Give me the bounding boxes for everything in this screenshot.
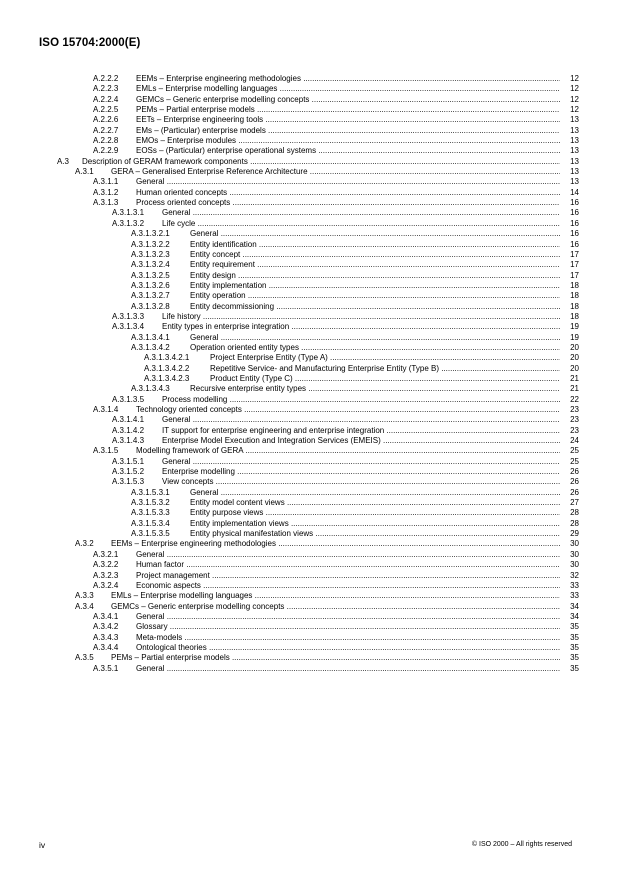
toc-entry-number: A.3.1.3.4.3: [131, 384, 170, 394]
toc-entry-page: 33: [561, 581, 579, 591]
toc-entry-title: Life cycle .....: [162, 219, 560, 229]
toc-entry-number: A.3.1.3.2.1: [131, 229, 170, 239]
toc-entry-title: General .....: [162, 457, 560, 467]
toc-entry-title: EMLs – Enterprise modelling languages .....: [136, 84, 560, 94]
toc-entry[interactable]: [0, 84, 619, 94]
toc-entry-title: General .....: [162, 208, 560, 218]
toc-entry-page: 16: [561, 229, 579, 239]
toc-entry-title: EMs – (Particular) enterprise models .....: [136, 126, 560, 136]
toc-entry-title: Entity decommissioning .....: [190, 302, 560, 312]
toc-entry-number: A.3.1.3.2: [112, 218, 145, 228]
toc-entry[interactable]: [0, 167, 619, 177]
toc-entry-title: IT support for enterprise engineering and enterprise integration .....: [162, 426, 560, 436]
toc-entry-page: 16: [561, 219, 579, 229]
toc-entry-title: GERA – Generalised Enterprise Reference Architecture .....: [111, 167, 560, 177]
toc-entry-title: Product Entity (Type C) .....: [210, 374, 560, 384]
toc-entry[interactable]: [0, 136, 619, 146]
toc-entry-title: General .....: [190, 488, 560, 498]
toc-entry-page: 32: [561, 571, 579, 581]
toc-entry-title: Description of GERAM framework components .....: [82, 157, 560, 167]
toc-entry[interactable]: [0, 529, 619, 539]
toc-entry-title: Modelling framework of GERA .....: [136, 446, 560, 456]
toc-entry-number: A.3.1.4: [93, 405, 119, 414]
toc-entry-number: A.3.1.5.3.5: [131, 529, 170, 539]
toc-entry-number: A.3.4.1: [93, 611, 119, 621]
toc-entry-page: 28: [561, 508, 579, 518]
toc-entry-title: Entity requirement .....: [190, 260, 560, 270]
toc-entry-number: A.3.1.3.4.2.2: [144, 363, 190, 373]
toc-entry-title: General .....: [190, 229, 560, 239]
toc-entry-page: 30: [561, 560, 579, 570]
toc-entry-page: 25: [561, 457, 579, 467]
toc-entry-title: General .....: [136, 550, 560, 560]
toc-entry-page: 35: [561, 633, 579, 643]
toc-entry-number: A.3.2.1: [93, 549, 119, 559]
toc-entry-page: 21: [561, 384, 579, 394]
toc-entry-page: 23: [561, 426, 579, 436]
toc-entry-number: A.3.1.5.3.2: [131, 498, 170, 508]
toc-entry[interactable]: [0, 281, 619, 291]
toc-entry-page: 23: [561, 405, 579, 415]
toc-entry-page: 28: [561, 519, 579, 529]
toc-entry-number: A.3.1.5.1: [112, 456, 145, 466]
toc-entry-page: 19: [561, 322, 579, 332]
toc-entry-page: 24: [561, 436, 579, 446]
toc-entry-page: 12: [561, 84, 579, 94]
toc-entry-page: 12: [561, 74, 579, 84]
toc-entry[interactable]: [0, 426, 619, 436]
toc-entry-number: A.2.2.8: [93, 136, 119, 146]
toc-entry-number: A.3.1.3: [93, 198, 119, 208]
toc-entry-page: 13: [561, 126, 579, 136]
toc-entry-number: A.3.4: [75, 601, 94, 611]
toc-entry-title: Project management .....: [136, 571, 560, 581]
toc-entry-title: General .....: [190, 333, 560, 343]
toc-entry-page: 18: [561, 302, 579, 312]
toc-entry-title: Glossary .....: [136, 622, 560, 632]
toc-entry-page: 13: [561, 177, 579, 187]
toc-entry[interactable]: [0, 271, 619, 281]
toc-entry-title: Ontological theories .....: [136, 643, 560, 653]
toc-entry-title: Repetitive Service- and Manufacturing Enterprise Entity (Type B) .....: [210, 364, 560, 374]
toc-entry[interactable]: [0, 312, 619, 322]
toc-entry[interactable]: [0, 374, 619, 384]
toc-entry-number: A.2.2.7: [93, 125, 119, 135]
toc-entry[interactable]: [0, 633, 619, 643]
toc-entry[interactable]: [0, 415, 619, 425]
toc-entry-title: Project Enterprise Entity (Type A) .....: [210, 353, 560, 363]
toc-entry-title: Entity implementation views .....: [190, 519, 560, 529]
toc-entry-number: A.3.1.3.4.2.1: [144, 353, 190, 363]
toc-entry[interactable]: [0, 126, 619, 136]
toc-entry-number: A.3.1.2: [93, 187, 119, 197]
toc-entry[interactable]: [0, 612, 619, 622]
toc-entry-title: Entity design .....: [190, 271, 560, 281]
toc-entry-number: A.2.2.6: [93, 115, 119, 125]
toc-entry-number: A.2.2.3: [93, 84, 119, 94]
toc-entry-page: 12: [561, 105, 579, 115]
toc-entry-number: A.3.1.1: [93, 177, 119, 187]
toc-entry[interactable]: [0, 653, 619, 663]
toc-entry-page: 19: [561, 333, 579, 343]
toc-entry-number: A.3.1.3.3: [112, 311, 145, 321]
toc-entry-title: General .....: [136, 664, 560, 674]
toc-entry-number: A.3.1.3.5: [112, 394, 145, 404]
toc-entry[interactable]: [0, 519, 619, 529]
toc-entry-page: 30: [561, 539, 579, 549]
toc-entry[interactable]: [0, 539, 619, 549]
toc-entry-title: Enterprise Model Execution and Integration Services (EMEIS) .....: [162, 436, 560, 446]
toc-entry-title: Recursive enterprise entity types .....: [190, 384, 560, 394]
toc-entry-page: 35: [561, 643, 579, 653]
toc-entry[interactable]: [0, 405, 619, 415]
toc-entry-title: Process modelling .....: [162, 395, 560, 405]
toc-entry-page: 13: [561, 136, 579, 146]
toc-entry[interactable]: [0, 467, 619, 477]
toc-entry-number: A.3.2: [75, 539, 94, 549]
toc-entry-page: 20: [561, 353, 579, 363]
toc-entry-number: A.3.1.5.2: [112, 467, 145, 477]
toc-entry-number: A.3.1.5.3.4: [131, 518, 170, 528]
toc-entry[interactable]: [0, 291, 619, 301]
toc-entry-title: Technology oriented concepts .....: [136, 405, 560, 415]
toc-entry-number: A.3.1.3.2.6: [131, 280, 170, 290]
toc-entry-title: Entity physical manifestation views .....: [190, 529, 560, 539]
toc-entry-title: Enterprise modelling .....: [162, 467, 560, 477]
toc-entry[interactable]: [0, 250, 619, 260]
toc-entry-page: 26: [561, 488, 579, 498]
toc-entry-page: 18: [561, 312, 579, 322]
toc-entry-title: Meta-models .....: [136, 633, 560, 643]
toc-entry[interactable]: [0, 157, 619, 167]
toc-entry-page: 20: [561, 364, 579, 374]
toc-entry-number: A.3.2.2: [93, 560, 119, 570]
toc-entry-number: A.3.1.3.2.5: [131, 270, 170, 280]
toc-entry-title: EMLs – Enterprise modelling languages .....: [111, 591, 560, 601]
toc-entry[interactable]: [0, 436, 619, 446]
toc-entry[interactable]: [0, 208, 619, 218]
toc-entry-title: EMOs – Enterprise modules .....: [136, 136, 560, 146]
toc-entry[interactable]: [0, 488, 619, 498]
toc-entry-page: 13: [561, 146, 579, 156]
toc-entry[interactable]: [0, 498, 619, 508]
toc-entry-title: PEMs – Partial enterprise models .....: [111, 653, 560, 663]
toc-entry-page: 23: [561, 415, 579, 425]
toc-entry-title: General .....: [162, 415, 560, 425]
toc-entry-page: 13: [561, 157, 579, 167]
toc-entry[interactable]: [0, 581, 619, 591]
toc-entry-number: A.3.1.3.4: [112, 322, 145, 332]
toc-entry-title: General .....: [136, 612, 560, 622]
toc-entry[interactable]: [0, 664, 619, 674]
toc-entry-title: Human oriented concepts .....: [136, 188, 560, 198]
toc-entry-page: 13: [561, 115, 579, 125]
toc-entry[interactable]: [0, 571, 619, 581]
toc-entry-page: 35: [561, 622, 579, 632]
toc-entry-number: A.3.1.3.4.2.3: [144, 373, 190, 383]
toc-entry-page: 16: [561, 198, 579, 208]
toc-entry[interactable]: [0, 343, 619, 353]
toc-entry-number: A.3.5: [75, 653, 94, 663]
toc-entry[interactable]: [0, 188, 619, 198]
toc-entry[interactable]: [0, 177, 619, 187]
toc-entry[interactable]: [0, 622, 619, 632]
toc-entry-page: 33: [561, 591, 579, 601]
toc-entry-page: 14: [561, 188, 579, 198]
document-title: ISO 15704:2000(E): [39, 37, 141, 49]
toc-entry[interactable]: [0, 643, 619, 653]
toc-entry-page: 34: [561, 612, 579, 622]
toc-entry-number: A.3.1: [75, 167, 94, 177]
toc-entry-page: 35: [561, 653, 579, 663]
toc-entry-page: 34: [561, 602, 579, 612]
toc-entry-page: 17: [561, 260, 579, 270]
toc-entry[interactable]: [0, 105, 619, 115]
toc-entry-number: A.2.2.5: [93, 105, 119, 115]
copyright-notice: © ISO 2000 – All rights reserved: [471, 841, 572, 848]
toc-entry-title: General .....: [136, 177, 560, 187]
toc-entry-number: A.3.4.3: [93, 632, 119, 642]
toc-entry-page: 27: [561, 498, 579, 508]
toc-entry-number: A.2.2.4: [93, 94, 119, 104]
toc-entry[interactable]: [0, 302, 619, 312]
toc-entry-number: A.3.4.4: [93, 642, 119, 652]
toc-entry-title: Entity types in enterprise integration .....: [162, 322, 560, 332]
toc-entry-title: Entity model content views .....: [190, 498, 560, 508]
toc-entry-title: Entity implementation .....: [190, 281, 560, 291]
toc-entry-number: A.3.1.3.4.2: [131, 342, 170, 352]
toc-entry[interactable]: [0, 353, 619, 363]
toc-entry[interactable]: [0, 364, 619, 374]
toc-entry-title: Operation oriented entity types .....: [190, 343, 560, 353]
toc-entry-title: Entity purpose views .....: [190, 508, 560, 518]
toc-entry-page: 13: [561, 167, 579, 177]
toc-entry-number: A.3.1.3.2.4: [131, 260, 170, 270]
toc-entry[interactable]: [0, 395, 619, 405]
toc-entry[interactable]: [0, 240, 619, 250]
toc-entry[interactable]: [0, 322, 619, 332]
toc-entry-number: A.3.2.3: [93, 570, 119, 580]
toc-entry[interactable]: [0, 146, 619, 156]
toc-entry-number: A.3.1.3.2.7: [131, 291, 170, 301]
toc-entry-number: A.3.3: [75, 591, 94, 601]
toc-entry[interactable]: [0, 550, 619, 560]
toc-entry-title: EEMs – Enterprise engineering methodologies .....: [136, 74, 560, 84]
toc-entry-title: PEMs – Partial enterprise models .....: [136, 105, 560, 115]
toc-entry-number: A.3.1.3.2.3: [131, 249, 170, 259]
toc-entry-title: GEMCs – Generic enterprise modelling concepts .....: [136, 95, 560, 105]
toc-entry-page: 20: [561, 343, 579, 353]
toc-entry[interactable]: [0, 508, 619, 518]
toc-entry[interactable]: [0, 95, 619, 105]
toc-entry[interactable]: [0, 591, 619, 601]
toc-entry-title: Entity concept .....: [190, 250, 560, 260]
toc-entry-title: Human factor .....: [136, 560, 560, 570]
toc-entry-page: 21: [561, 374, 579, 384]
toc-entry-number: A.3.1.5.3: [112, 477, 145, 487]
toc-entry-number: A.2.2.2: [93, 74, 119, 83]
toc-entry-number: A.3.4.2: [93, 622, 119, 632]
toc-entry-title: GEMCs – Generic enterprise modelling concepts .....: [111, 602, 560, 612]
toc-entry-title: Process oriented concepts .....: [136, 198, 560, 208]
toc-entry-title: Entity operation .....: [190, 291, 560, 301]
toc-entry-page: 18: [561, 291, 579, 301]
toc-entry[interactable]: [0, 219, 619, 229]
toc-entry-title: Life history .....: [162, 312, 560, 322]
toc-entry-number: A.3.1.3.4.1: [131, 332, 170, 342]
toc-entry[interactable]: [0, 457, 619, 467]
toc-entry-number: A.3.1.3.1: [112, 208, 145, 218]
toc-entry[interactable]: [0, 260, 619, 270]
page-number: iv: [39, 840, 46, 850]
toc-entry-title: Entity identification .....: [190, 240, 560, 250]
toc-entry-number: A.3: [57, 156, 70, 166]
table-of-contents: [0, 74, 619, 674]
toc-entry-page: 29: [561, 529, 579, 539]
toc-entry-page: 17: [561, 250, 579, 260]
toc-entry-page: 22: [561, 395, 579, 405]
toc-entry-title: EETs – Enterprise engineering tools .....: [136, 115, 560, 125]
toc-entry[interactable]: [0, 333, 619, 343]
toc-entry-title: EOSs – (Particular) enterprise operational systems .....: [136, 146, 560, 156]
toc-entry-number: A.3.1.4.1: [112, 415, 145, 425]
toc-entry-page: 16: [561, 240, 579, 250]
toc-entry[interactable]: [0, 229, 619, 239]
toc-entry[interactable]: [0, 384, 619, 394]
toc-entry-number: A.3.5.1: [93, 663, 119, 673]
toc-entry-number: A.3.2.4: [93, 580, 119, 590]
toc-entry-page: 26: [561, 477, 579, 487]
toc-entry-number: A.3.1.3.2.2: [131, 239, 170, 249]
toc-entry-page: 16: [561, 208, 579, 218]
toc-entry-title: View concepts .....: [162, 477, 560, 487]
toc-entry-number: A.3.1.5.3.1: [131, 487, 170, 497]
toc-entry-title: Economic aspects .....: [136, 581, 560, 591]
toc-entry-title: EEMs – Enterprise engineering methodologies .....: [111, 539, 560, 549]
toc-entry-number: A.3.1.5: [93, 446, 119, 456]
toc-entry-page: 26: [561, 467, 579, 477]
toc-entry[interactable]: [0, 115, 619, 125]
toc-entry[interactable]: [0, 74, 619, 84]
toc-entry-number: A.3.1.3.2.8: [131, 301, 170, 311]
toc-entry-number: A.3.1.5.3.3: [131, 508, 170, 518]
toc-entry[interactable]: [0, 477, 619, 487]
toc-entry-page: 12: [561, 95, 579, 105]
toc-entry-page: 18: [561, 281, 579, 291]
toc-entry-number: A.2.2.9: [93, 146, 119, 156]
toc-entry-page: 17: [561, 271, 579, 281]
toc-entry-page: 25: [561, 446, 579, 456]
toc-entry[interactable]: [0, 198, 619, 208]
toc-entry-page: 30: [561, 550, 579, 560]
toc-entry[interactable]: [0, 602, 619, 612]
toc-entry-number: A.3.1.4.2: [112, 425, 145, 435]
toc-entry[interactable]: [0, 446, 619, 456]
toc-entry-page: 35: [561, 664, 579, 674]
toc-entry[interactable]: [0, 560, 619, 570]
toc-entry-number: A.3.1.4.3: [112, 436, 145, 446]
